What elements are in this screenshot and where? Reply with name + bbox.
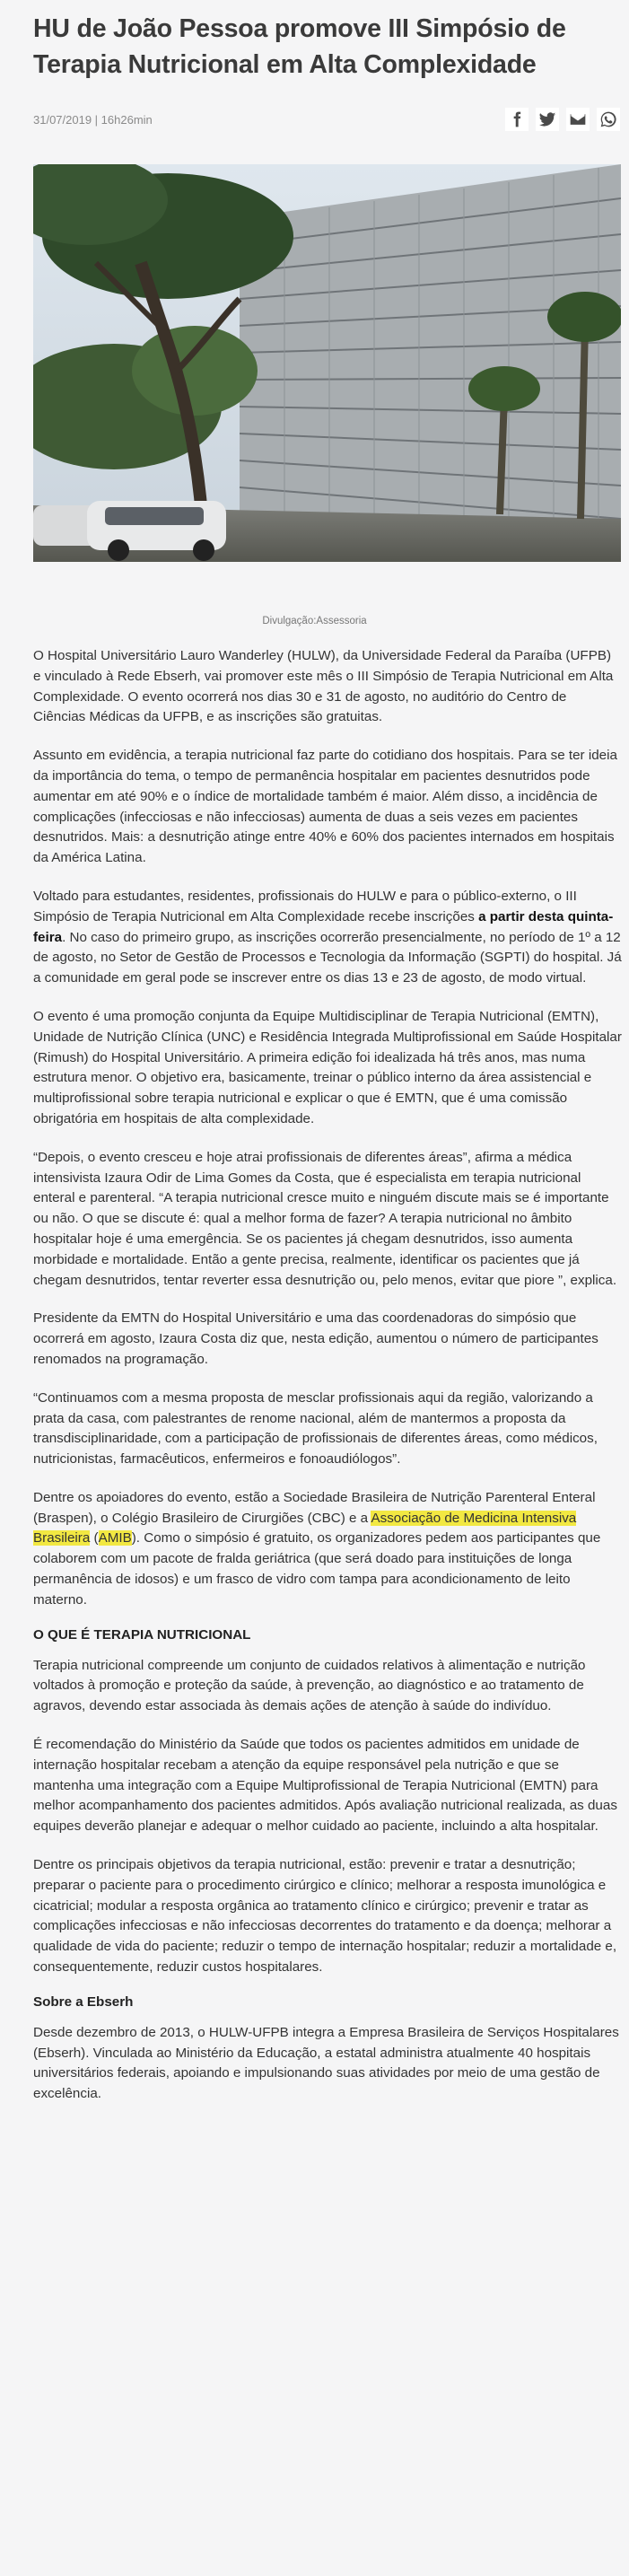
paragraph: Terapia nutricional compreende um conjunto de cuidados relativos à alimentação e nutrição voltados à promoção e proteção da saúde, à prevenção, ao diagnóstico e ao tratamento de agravos, devendo estar associada às demais ações de atenção à saúde do indivíduo. — [33, 1657, 586, 1714]
paragraph: Desde dezembro de 2013, o HULW-UFPB integra a Empresa Brasileira de Serviços Hospitalares (Ebserh). Vinculada ao Ministério da Educação, a estatal administra atualmente 40 hospitais universitários federais, apoiando e impulsionando suas atividades por meio de uma gestão de excelência. — [33, 2024, 619, 2102]
article-title: HU de João Pessoa promove III Simpósio de Terapia Nutricional em Alta Complexidade — [33, 14, 566, 79]
text: Voltado para estudantes, residentes, profissionais do HULW e para o público-externo, o III Simpósio de Terapia Nutricional em Alta Complexidade recebe inscrições — [33, 888, 577, 924]
image-caption: Divulgação:Assessoria — [262, 616, 367, 626]
text: ( — [90, 1530, 99, 1546]
text: . No caso do primeiro grupo, as inscrições ocorrerão presencialmente, no período de 1º a 12 de agosto, no Setor de Gestão de Processos e Tecnologia da Informação (SGPTI) do hospital. Já a comunidade em geral pode se inscrever entre os dias 13 e 23 de agosto, de modo virtual. — [33, 929, 622, 986]
section-heading: O QUE É TERAPIA NUTRICIONAL — [33, 1626, 251, 1643]
paragraph: O evento é uma promoção conjunta da Equipe Multidisciplinar de Terapia Nutricional (EMTN), Unidade de Nutrição Clínica (UNC) e Residência Integrada Multiprofissional em Saúde Hospitalar (Rimush) do Hospital Universitário. A primeira edição foi idealizada há três anos, mas numa estrutura menor. O objetivo era, basicamente, treinar o público interno da área assistencial e multiprofissional sobre terapia nutricional e explicar o que é EMTN, que é uma comissão obrigatória em hospitais de alta complexidade. — [33, 1008, 622, 1126]
text: Dentre os apoiadores do evento, estão a Sociedade Brasileira de Nutrição Parenteral Enteral (Braspen), o Colégio Brasileiro de Cirurgiões (CBC) e a — [33, 1489, 596, 1526]
facebook-icon — [508, 110, 526, 128]
twitter-icon — [538, 110, 556, 128]
section-heading: Sobre a Ebserh — [33, 1993, 134, 2010]
paragraph: Dentre os principais objetivos da terapia nutricional, estão: prevenir e tratar a desnutrição; preparar o paciente para o procedimento cirúrgico e clínico; melhorar a resposta imunológica e cicatricial; modular a resposta orgânica ao tratamento clínico e cirúrgico; prevenir e tratar as complicações infecciosas e não infecciosas decorrentes do tratamento e da doença; melhorar a qualidade de vida do paciente; reduzir o tempo de internação hospitalar; reduzir a mortalidade e, consequentemente, reduzir custos hospitalares. — [33, 1857, 617, 1976]
paragraph: Presidente da EMTN do Hospital Universitário e uma das coordenadoras do simpósio que ocorrerá em agosto, Izaura Costa diz que, nesta edição, aumentou o número de participantes renomados na programação. — [33, 1310, 598, 1367]
share-email-button[interactable] — [566, 108, 590, 131]
paragraph: O Hospital Universitário Lauro Wanderley (HULW), da Universidade Federal da Paraíba (UFPB) e vinculado à Rede Ebserh, vai promover este mês o III Simpósio de Terapia Nutricional em Alta Complexidade. O evento ocorrerá nos dias 30 e 31 de agosto, no auditório do Centro de Ciências Médicas da UFPB, e as inscrições são gratuitas. — [33, 648, 614, 725]
quote-paragraph: “Continuamos com a mesma proposta de mesclar profissionais aqui da região, valorizando a prata da casa, com palestrantes de renome nacional, além de mantermos a proposta da transdisciplinaridade, com a participação de profissionais de diferentes áreas, como médicos, nutricionistas, farmacêuticos, enfermeiros e fonoaudiólogos”. — [33, 1389, 598, 1468]
paragraph: É recomendação do Ministério da Saúde que todos os pacientes admitidos em unidade de internação hospitalar recebam a atenção da equipe responsável pela nutrição e que se mantenha uma integração com a Equipe Multiprofissional de Terapia Nutricional (EMTN) para melhor acompanhamento dos pacientes admitidos. Após avaliação nutricional realizada, as duas equipes deverão planejar e adequar o melhor cuidado ao paciente, incluindo a alta hospitalar. — [33, 1737, 617, 1835]
share-twitter-button[interactable] — [536, 108, 559, 131]
article-hero-image — [33, 164, 621, 562]
email-icon — [569, 110, 587, 128]
paragraph: Assunto em evidência, a terapia nutricional faz parte do cotidiano dos hospitais. Para se ter ideia da importância do tema, o tempo de permanência hospitalar em pacientes desnutridos pode aumentar em até 90% e o índice de mortalidade também é maior. Além disso, a incidência de complicações (infecciosas e não infecciosas) aumenta de duas a seis vezes em pacientes desnutridos. Mais: a desnutrição atinge entre 40% e 60% dos pacientes internados em hospitais da América Latina. — [33, 748, 617, 866]
paragraph — [33, 887, 622, 989]
share-facebook-button[interactable] — [505, 108, 529, 131]
highlighted-text: AMIB — [98, 1530, 132, 1546]
share-whatsapp-button[interactable] — [597, 108, 620, 131]
highlighted-text: Associação de Medicina Intensiva Brasileira — [33, 1510, 577, 1546]
article-body — [33, 646, 622, 2123]
whatsapp-icon — [599, 110, 617, 128]
paragraph — [33, 1488, 622, 1611]
share-bar — [505, 108, 620, 131]
text: ). Como o simpósio é gratuito, os organizadores pedem aos participantes que colaborem com um pacote de fralda geriátrica (que será doado para instituições de longa permanência de idosos) e um frasco de vidro com tampa para acondicionamento de leito materno. — [33, 1530, 601, 1608]
article-meta — [33, 106, 620, 133]
bold-text: a partir desta quinta-feira — [33, 908, 614, 945]
publish-date: 31/07/2019 | 16h26min — [33, 112, 153, 127]
hospital-building-photo — [33, 164, 621, 562]
quote-paragraph: “Depois, o evento cresceu e hoje atrai profissionais de diferentes áreas”, afirma a médica intensivista Izaura Odir de Lima Gomes da Costa, que é especialista em terapia nutricional enteral e parenteral. “A terapia nutricional cresce muito e ninguém discute mais se é importante ou não. O que se discute é: qual a melhor forma de fazer? A terapia nutricional no âmbito hospitalar hoje é uma emergência. Se os pacientes já chegam desnutridos, isso aumenta morbidade e mortalidade. Então a gente precisa, realmente, identificar os pacientes que já chegam desnutridos, tentar reverter essa desnutrição ou, pelo menos, evitar que piore ”, explica. — [33, 1149, 617, 1288]
